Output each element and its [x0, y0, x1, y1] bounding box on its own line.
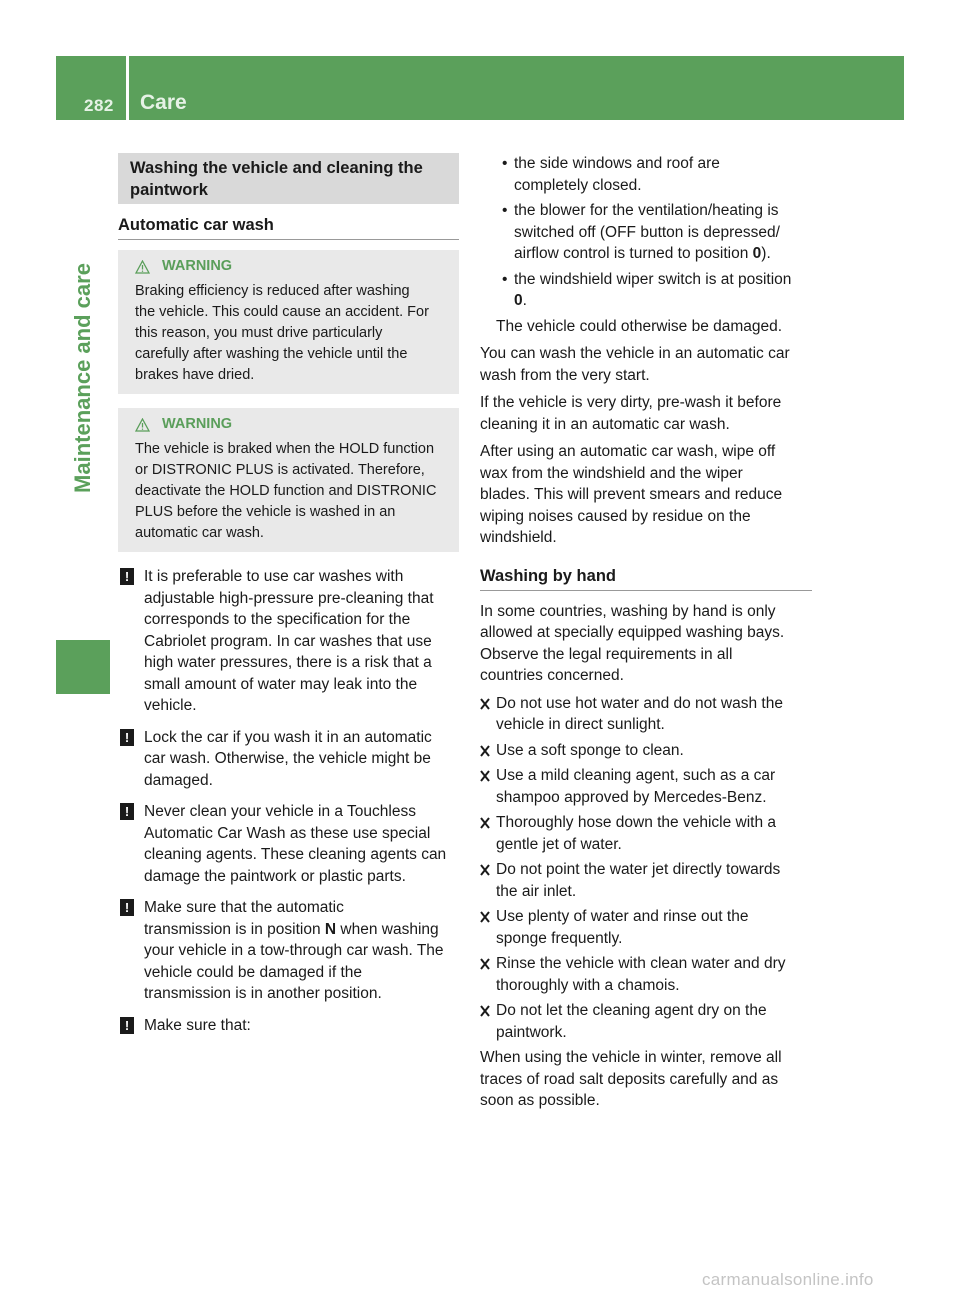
- note-line: transmission is in another position.: [144, 985, 382, 1002]
- warning-triangle-icon: [135, 418, 150, 432]
- warning-title: [135, 414, 451, 435]
- step-item: [480, 1000, 812, 1043]
- step-line: Do not point the water jet directly towards: [496, 861, 781, 878]
- note-text: when washing: [336, 920, 439, 938]
- step-line: Do not use hot water and do not wash the: [496, 694, 783, 712]
- bullet-line: switched off (OFF button is depressed/: [514, 223, 780, 241]
- warning-line: the vehicle. This could cause an accident. For: [135, 304, 429, 320]
- step-line: shampoo approved by Mercedes-Benz.: [496, 788, 767, 806]
- bullet-icon: •: [502, 155, 508, 172]
- note-line: Never clean your vehicle in a Touchless: [144, 803, 416, 820]
- closing-paragraph: [480, 1047, 812, 1112]
- step-arrow-icon: [480, 864, 490, 876]
- note-line: It is preferable to use car washes with: [144, 568, 404, 585]
- note-lock-car: [118, 727, 459, 792]
- side-tab-label: Maintenance and care: [70, 263, 95, 493]
- bullet-item: [480, 200, 812, 265]
- warning-line: automatic car wash.: [135, 525, 264, 541]
- step-item: [480, 953, 812, 996]
- bullet-line: [514, 243, 812, 265]
- warning-box: [118, 250, 459, 394]
- step-line: gentle jet of water.: [496, 835, 622, 853]
- step-line: Use a mild cleaning agent, such as a car: [496, 767, 776, 784]
- step-item: [480, 693, 812, 736]
- warning-line: deactivate the HOLD function and DISTRONIC: [135, 483, 437, 499]
- warning-line: carefully after washing the vehicle until the: [135, 346, 408, 362]
- warning-label: WARNING: [162, 416, 233, 432]
- side-tab-marker: [56, 640, 110, 694]
- paragraph-line: When using the vehicle in winter, remove all: [480, 1049, 782, 1066]
- bullet-icon: •: [502, 202, 508, 219]
- step-item: [480, 740, 812, 762]
- step-arrow-icon: [480, 745, 490, 757]
- step-line: Thoroughly hose down the vehicle with a: [496, 814, 777, 831]
- warning-title: [135, 256, 451, 277]
- note-line: Make sure that the automatic: [144, 899, 344, 916]
- subheading-washing-by-hand: Washing by hand: [480, 563, 812, 591]
- damage-note: The vehicle could otherwise be damaged.: [496, 317, 783, 335]
- paragraph-line: wax from the windshield and the wiper: [480, 464, 743, 482]
- position-zero: 0: [514, 292, 523, 309]
- step-line: thoroughly with a chamois.: [496, 976, 680, 994]
- note-line: small amount of water may leak into the: [144, 675, 418, 693]
- note-line: vehicle could be damaged if the: [144, 963, 363, 981]
- warning-line: Braking efficiency is reduced after washing: [135, 283, 410, 299]
- note-touchless: [118, 801, 459, 887]
- paragraph-line: windshield.: [480, 529, 557, 546]
- position-zero: 0: [752, 245, 762, 262]
- warning-box: [118, 408, 459, 552]
- step-item: [480, 812, 812, 855]
- step-line: vehicle in direct sunlight.: [496, 716, 665, 733]
- bullet-line: the side windows and roof are: [514, 155, 720, 172]
- note-line: Make sure that:: [144, 1016, 251, 1034]
- page-number: 282: [84, 96, 114, 115]
- bullet-icon: •: [502, 270, 508, 288]
- note-line: cleaning agents. These cleaning agents can: [144, 846, 447, 863]
- bullet-line: [514, 290, 812, 312]
- note-line: Lock the car if you wash it in an automatic: [144, 728, 432, 746]
- step-line: Rinse the vehicle with clean water and dry: [496, 955, 786, 972]
- paragraph-line: After using an automatic car wash, wipe off: [480, 443, 776, 460]
- note-line: corresponds to the specification for the: [144, 611, 411, 628]
- note-line: your vehicle in a tow-through car wash. The: [144, 942, 444, 959]
- watermark-link[interactable]: carmanualsonline.info: [702, 1270, 874, 1289]
- paragraph-line: wash from the very start.: [480, 366, 650, 384]
- bullet-item: [480, 153, 812, 196]
- note-line: [144, 919, 459, 941]
- warning-line: this reason, you must drive particularly: [135, 325, 383, 341]
- section-title: Care: [140, 91, 187, 114]
- warning-triangle-icon: [135, 260, 150, 274]
- bullet-text: ).: [761, 245, 771, 262]
- paragraph: [480, 343, 812, 386]
- left-column: [118, 153, 459, 1046]
- step-line: sponge frequently.: [496, 929, 623, 947]
- step-line: paintwork.: [496, 1023, 567, 1041]
- paragraph-line: allowed at specially equipped washing bays.: [480, 624, 785, 641]
- paragraph-line: In some countries, washing by hand is only: [480, 602, 776, 620]
- paragraph: [480, 392, 812, 435]
- note-line: damage the paintwork or plastic parts.: [144, 867, 406, 885]
- exclamation-icon: !: [120, 1017, 134, 1034]
- step-arrow-icon: [480, 911, 490, 923]
- warning-line: or DISTRONIC PLUS is activated. Therefore,: [135, 462, 425, 478]
- paragraph-line: blades. This will prevent smears and reduce: [480, 486, 783, 503]
- step-item: [480, 906, 812, 949]
- note-line: high water pressures, there is a risk that a: [144, 654, 432, 671]
- exclamation-icon: !: [120, 803, 134, 820]
- note-line: Cabriolet program. In car washes that use: [144, 632, 432, 650]
- paragraph-line: If the vehicle is very dirty, pre-wash it before: [480, 394, 782, 411]
- intro-paragraph: [480, 601, 812, 687]
- step-arrow-icon: [480, 1005, 490, 1017]
- paragraph-line: You can wash the vehicle in an automatic car: [480, 345, 790, 362]
- right-column: [480, 153, 812, 1118]
- paragraph: [480, 441, 812, 549]
- note-transmission: [118, 897, 459, 1005]
- paragraph-line: Observe the legal requirements in all: [480, 645, 733, 663]
- note-line: damaged.: [144, 771, 213, 789]
- note-line: Automatic Car Wash as these use special: [144, 824, 431, 842]
- step-line: the air inlet.: [496, 882, 577, 900]
- paragraph-line: traces of road salt deposits carefully and as: [480, 1070, 779, 1088]
- step-line: Do not let the cleaning agent dry on the: [496, 1002, 767, 1019]
- step-arrow-icon: [480, 770, 490, 782]
- step-arrow-icon: [480, 817, 490, 829]
- exclamation-icon: !: [120, 568, 134, 585]
- bullet-line: the windshield wiper switch is at position: [514, 270, 792, 288]
- exclamation-icon: !: [120, 899, 134, 916]
- bullet-text: .: [522, 292, 527, 309]
- note-line: car wash. Otherwise, the vehicle might be: [144, 750, 431, 767]
- warning-label: WARNING: [162, 258, 233, 274]
- paragraph-line: countries concerned.: [480, 667, 624, 684]
- bullet-line: completely closed.: [514, 176, 642, 194]
- note-line: vehicle.: [144, 697, 197, 714]
- note-text: transmission is in position: [144, 920, 325, 938]
- note-line: adjustable high-pressure pre-cleaning that: [144, 589, 434, 607]
- bullet-line: the blower for the ventilation/heating is: [514, 202, 779, 219]
- step-line: Use plenty of water and rinse out the: [496, 908, 749, 925]
- step-item: [480, 765, 812, 808]
- step-arrow-icon: [480, 698, 490, 710]
- gear-position-n: N: [324, 920, 337, 938]
- bullet-text: airflow control is turned to position: [514, 245, 753, 262]
- step-item: [480, 859, 812, 902]
- exclamation-icon: !: [120, 729, 134, 746]
- bullet-item: [480, 269, 812, 312]
- note-pre-cleaning: [118, 566, 459, 717]
- paragraph-line: cleaning it in an automatic car wash.: [480, 415, 730, 433]
- warning-line: PLUS before the vehicle is washed in an: [135, 504, 396, 520]
- paragraph-line: soon as possible.: [480, 1092, 600, 1109]
- warning-line: The vehicle is braked when the HOLD function: [135, 441, 435, 457]
- note-make-sure: [118, 1015, 459, 1037]
- header-divider: [126, 56, 129, 120]
- step-arrow-icon: [480, 958, 490, 970]
- warning-line: brakes have dried.: [135, 367, 255, 383]
- step-line: Use a soft sponge to clean.: [496, 741, 684, 759]
- section-heading: Washing the vehicle and cleaning the paintwork: [118, 153, 459, 204]
- paragraph-line: wiping noises caused by residue on the: [480, 507, 751, 525]
- subheading-automatic-car-wash: Automatic car wash: [118, 212, 459, 240]
